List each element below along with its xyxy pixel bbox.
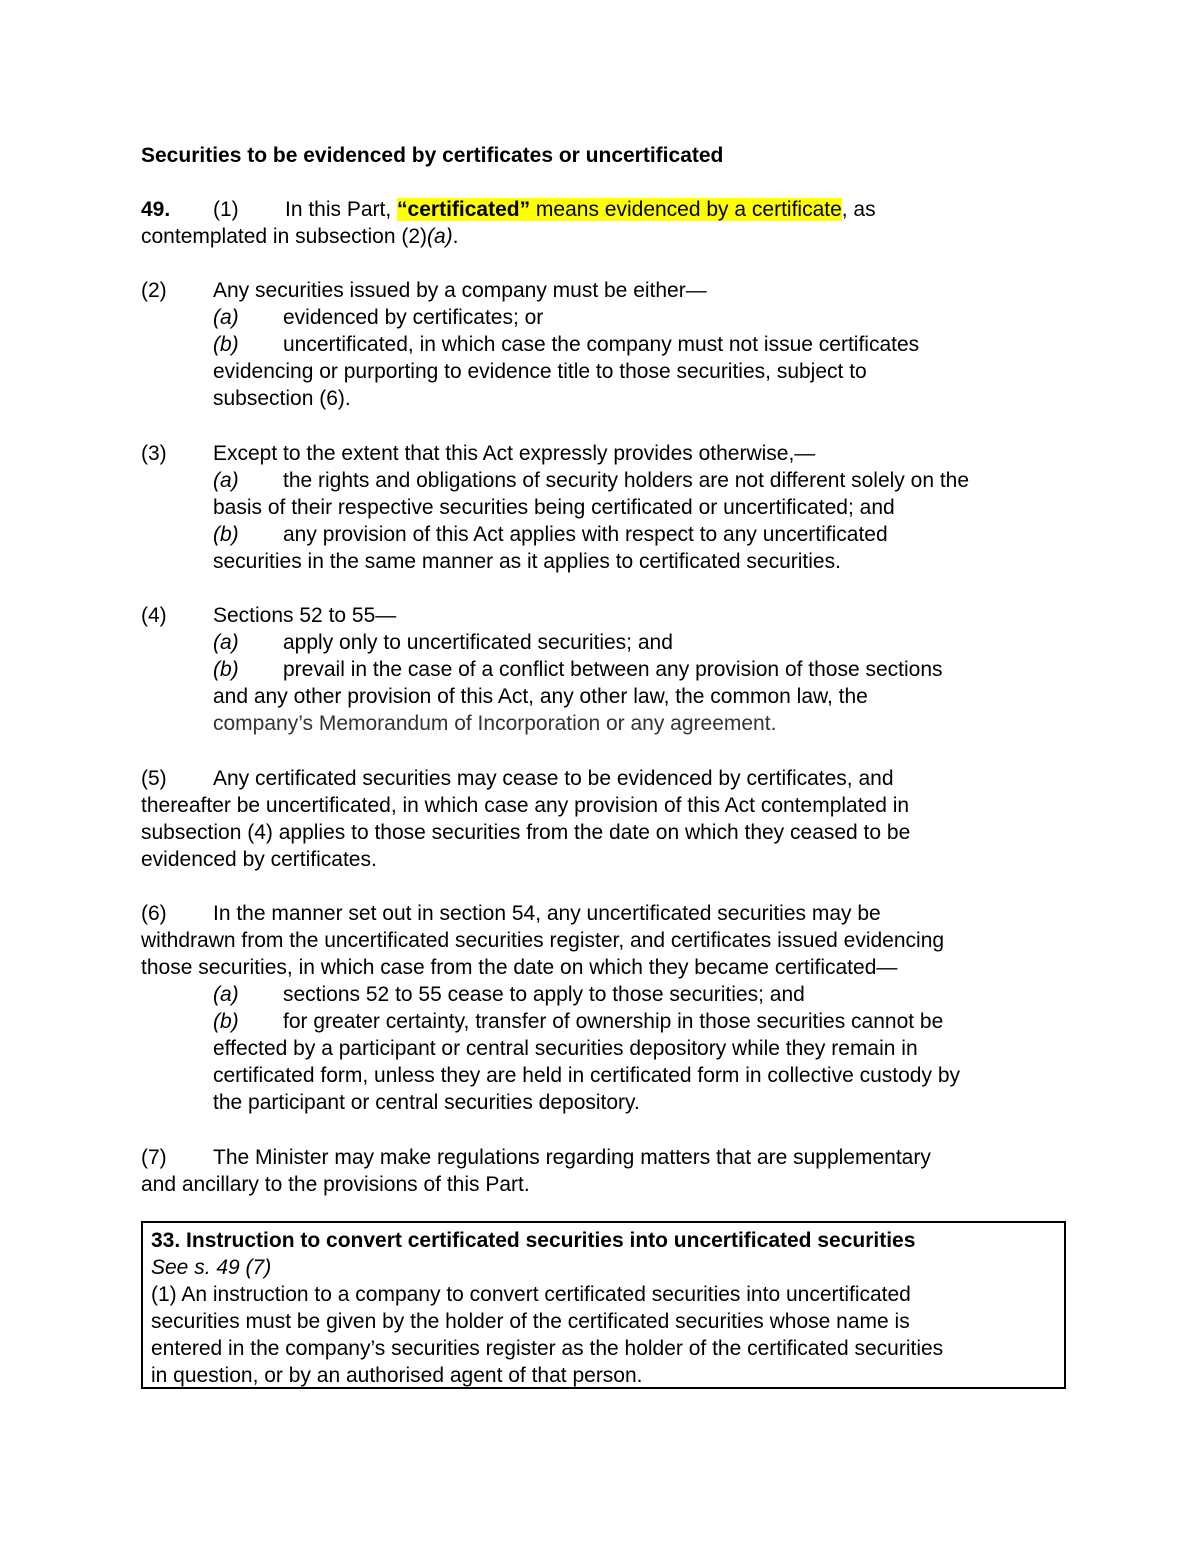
text: sections 52 to 55 cease to apply to those securities; and <box>283 983 805 1006</box>
subsection-number: (6) <box>141 902 167 925</box>
paragraph-label: (b) <box>213 1010 239 1033</box>
text: and any other provision of this Act, any other law, the common law, the <box>213 685 868 708</box>
text: securities must be given by the holder of the certificated securities whose name is <box>151 1310 910 1333</box>
text: in question, or by an authorised agent of that person. <box>151 1364 643 1387</box>
text: evidenced by certificates. <box>141 848 377 871</box>
text: for greater certainty, transfer of ownership in those securities cannot be <box>283 1010 944 1033</box>
paragraph-label: (a) <box>213 306 239 329</box>
subsection-number: (2) <box>141 279 167 302</box>
subsection-number: (5) <box>141 767 167 790</box>
paragraph-label: (b) <box>213 523 239 546</box>
subsection-number: (1) <box>213 198 239 221</box>
text: The Minister may make regulations regarding matters that are supplementary <box>213 1146 931 1169</box>
text: uncertificated, in which case the company must not issue certificates <box>283 333 920 356</box>
text: effected by a participant or central securities depository while they remain in <box>213 1037 918 1060</box>
text: Any securities issued by a company must be either— <box>213 279 707 302</box>
text: the participant or central securities depository. <box>213 1091 640 1114</box>
paragraph-label: (a) <box>213 631 239 654</box>
text: evidencing or purporting to evidence title to those securities, subject to <box>213 360 867 383</box>
subsection-number: (7) <box>141 1146 167 1169</box>
subsection-3 <box>141 440 1071 575</box>
text: any provision of this Act applies with respect to any uncertificated <box>283 523 888 546</box>
subsection-6 <box>141 900 1071 1116</box>
subsection-7 <box>141 1144 1071 1198</box>
text: (1) An instruction to a company to convert certificated securities into uncertificated <box>151 1283 911 1306</box>
text: securities in the same manner as it applies to certificated securities. <box>213 550 841 573</box>
text: the rights and obligations of security holders are not different solely on the <box>283 469 970 492</box>
text: certificated form, unless they are held in certificated form in collective custody by <box>213 1064 960 1087</box>
subsection-number: (4) <box>141 604 167 627</box>
text: contemplated in subsection (2) <box>141 225 427 248</box>
regulation-title: 33. Instruction to convert certificated securities into uncertificated securities <box>151 1229 916 1252</box>
text: thereafter be uncertificated, in which case any provision of this Act contemplated in <box>141 794 910 817</box>
paragraph-label: (b) <box>213 658 239 681</box>
paragraph-label: (b) <box>213 333 239 356</box>
paragraph-label: (a) <box>213 469 239 492</box>
defined-term: “certificated” <box>397 198 531 221</box>
text-italic: (a) <box>427 225 453 248</box>
highlighted-definition <box>397 198 842 221</box>
text: apply only to uncertificated securities; and <box>283 631 673 654</box>
subsection-4 <box>141 602 1071 737</box>
cross-reference: See s. 49 (7) <box>151 1256 272 1279</box>
regulation-box <box>141 1221 1066 1389</box>
text: and ancillary to the provisions of this Part. <box>141 1173 530 1196</box>
text: evidenced by certificates; or <box>283 306 544 329</box>
text: Sections 52 to 55— <box>213 604 397 627</box>
text: basis of their respective securities being certificated or uncertificated; and <box>213 496 895 519</box>
text: Any certificated securities may cease to be evidenced by certificates, and <box>213 767 894 790</box>
text: withdrawn from the uncertificated securities register, and certificates issued evidencing <box>141 929 945 952</box>
section-number: 49. <box>141 198 171 221</box>
text: Except to the extent that this Act expressly provides otherwise,— <box>213 442 816 465</box>
text: In this Part, <box>285 198 398 221</box>
text: those securities, in which case from the date on which they became certificated— <box>141 956 898 979</box>
definition-text: means evidenced by a certificate <box>530 198 842 221</box>
text: entered in the company’s securities register as the holder of the certificated securities <box>151 1337 944 1360</box>
paragraph-label: (a) <box>213 983 239 1006</box>
text: prevail in the case of a conflict between any provision of those sections <box>283 658 943 681</box>
section-heading: Securities to be evidenced by certificates or uncertificated <box>141 144 724 167</box>
text: subsection (6). <box>213 387 351 410</box>
text: In the manner set out in section 54, any uncertificated securities may be <box>213 902 881 925</box>
text: company’s Memorandum of Incorporation or any agreement. <box>213 712 777 735</box>
subsection-1 <box>141 196 1071 250</box>
text: subsection (4) applies to those securities from the date on which they ceased to be <box>141 821 911 844</box>
subsection-number: (3) <box>141 442 167 465</box>
subsection-5 <box>141 765 1071 873</box>
text: . <box>452 225 459 248</box>
subsection-2 <box>141 277 1071 412</box>
text: , as <box>841 198 876 221</box>
